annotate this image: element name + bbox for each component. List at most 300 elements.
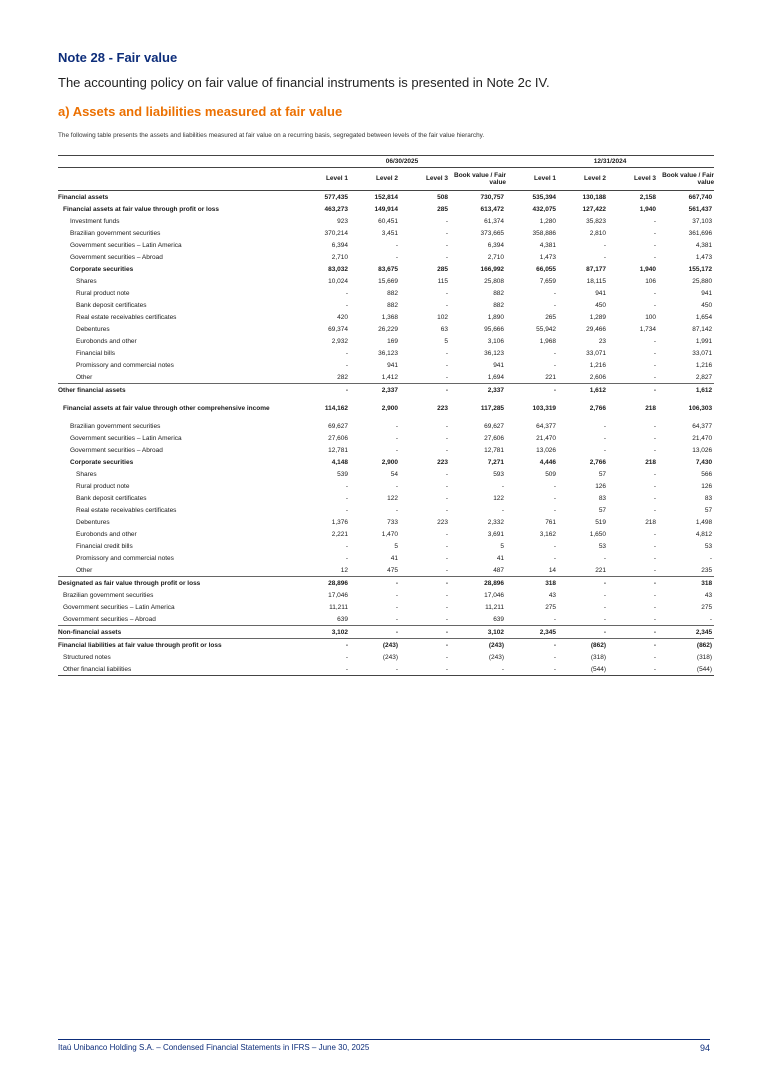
cell-value: - — [653, 241, 657, 249]
cell-value: 13,026 — [692, 446, 713, 454]
cell-value: 66,055 — [536, 265, 557, 273]
table-row — [58, 191, 714, 204]
cell-value: 2,766 — [589, 458, 607, 466]
row-label: Brazilian government securities — [63, 591, 154, 599]
cell-value: 1,473 — [539, 253, 557, 261]
column-header: Level 2 — [348, 168, 398, 191]
cell-value: 561,437 — [688, 205, 713, 213]
cell-value: - — [445, 422, 448, 430]
cell-value: - — [606, 663, 656, 676]
cell-value: 126 — [595, 482, 607, 490]
cell-value: - — [653, 422, 657, 430]
cell-value: - — [445, 566, 448, 574]
cell-value: 155,172 — [688, 265, 713, 273]
table-row — [58, 203, 714, 215]
cell-value: - — [556, 577, 606, 590]
cell-value: - — [445, 542, 448, 550]
cell-value: 130,188 — [556, 191, 606, 204]
row-label: Government securities – Latin America — [63, 603, 175, 611]
cell-value: - — [395, 603, 398, 611]
cell-value: 12 — [340, 566, 348, 574]
cell-value: 882 — [387, 301, 398, 309]
cell-value: - — [395, 482, 398, 490]
cell-value: 539 — [337, 470, 348, 478]
cell-value: 126 — [701, 482, 713, 490]
cell-value: 87,142 — [692, 325, 713, 333]
table-row — [58, 359, 714, 371]
cell-value: 14 — [548, 566, 557, 574]
cell-value: 122 — [387, 494, 398, 502]
cell-value: 4,381 — [539, 241, 557, 249]
cell-value: 83 — [704, 494, 713, 502]
cell-value: - — [653, 470, 657, 478]
cell-value: 106 — [645, 277, 657, 285]
cell-value: 10,024 — [328, 277, 348, 285]
cell-value: - — [553, 289, 557, 297]
cell-value: - — [709, 615, 713, 623]
row-label: Shares — [76, 277, 97, 285]
cell-value: - — [345, 494, 348, 502]
cell-value: 13,026 — [536, 446, 557, 454]
cell-value: 2,900 — [381, 404, 398, 412]
cell-value: - — [445, 506, 448, 514]
cell-value: 639 — [337, 615, 348, 623]
cell-value: 420 — [337, 313, 348, 321]
cell-value: 450 — [595, 301, 607, 309]
cell-value: - — [603, 241, 607, 249]
cell-value: 1,473 — [695, 253, 713, 261]
cell-value: 3,102 — [448, 626, 506, 639]
period-header: 06/30/2025 — [298, 156, 506, 168]
column-header: Level 1 — [298, 168, 348, 191]
cell-value: - — [345, 349, 348, 357]
table-row — [58, 335, 714, 347]
row-label: Financial assets — [58, 191, 298, 204]
cell-value: 2,337 — [348, 384, 398, 397]
cell-value: - — [653, 229, 657, 237]
table-row — [58, 456, 714, 468]
cell-value: 2,337 — [448, 384, 506, 397]
cell-value: 95,666 — [484, 325, 505, 333]
cell-value: 57 — [598, 506, 607, 514]
table-row — [58, 564, 714, 577]
table-row — [58, 347, 714, 359]
cell-value: 17,046 — [484, 591, 505, 599]
cell-value: 15,669 — [378, 277, 398, 285]
cell-value: 2,221 — [331, 530, 348, 538]
cell-value: 1,991 — [695, 337, 713, 345]
table-row — [58, 251, 714, 263]
cell-value: 5 — [394, 542, 398, 550]
cell-value: - — [506, 384, 556, 397]
cell-value: 3,162 — [539, 530, 557, 538]
cell-value: - — [445, 373, 448, 381]
table-row — [58, 299, 714, 311]
cell-value: 69,627 — [484, 422, 505, 430]
cell-value: - — [553, 506, 557, 514]
row-label: Promissory and commercial notes — [76, 361, 174, 369]
page-title: Note 28 - Fair value — [58, 50, 178, 65]
cell-value: 1,940 — [639, 265, 657, 273]
cell-value: 882 — [493, 289, 505, 297]
cell-value: 57 — [598, 470, 607, 478]
row-label: Shares — [76, 470, 97, 478]
row-label: Eurobonds and other — [76, 530, 137, 538]
table-row — [58, 601, 714, 613]
cell-value: - — [553, 301, 557, 309]
cell-value: - — [395, 446, 398, 454]
cell-value: - — [653, 361, 657, 369]
cell-value: - — [603, 434, 607, 442]
cell-value: - — [553, 349, 557, 357]
cell-value: - — [606, 626, 656, 639]
cell-value: - — [653, 494, 657, 502]
table-body — [58, 191, 714, 676]
cell-value: - — [653, 603, 657, 611]
cell-value: - — [653, 506, 657, 514]
column-header: Level 1 — [506, 168, 556, 191]
cell-value: - — [553, 554, 557, 562]
cell-value: - — [653, 301, 657, 309]
table-row — [58, 311, 714, 323]
cell-value: 69,374 — [328, 325, 348, 333]
cell-value: - — [445, 530, 448, 538]
cell-value: 27,606 — [484, 434, 505, 442]
cell-value: 41 — [496, 554, 505, 562]
row-label: Debentures — [76, 518, 110, 526]
cell-value: - — [506, 663, 556, 676]
cell-value: - — [395, 422, 398, 430]
table-row — [58, 516, 714, 528]
cell-value: - — [348, 626, 398, 639]
table-row — [58, 396, 714, 420]
cell-value: - — [445, 229, 448, 237]
cell-value: 223 — [437, 404, 448, 412]
cell-value: 487 — [493, 566, 505, 574]
row-label: Brazilian government securities — [70, 422, 161, 430]
cell-value: 535,394 — [506, 191, 556, 204]
column-header: Level 2 — [556, 168, 606, 191]
cell-value: - — [506, 639, 556, 652]
cell-value: 28,896 — [448, 577, 506, 590]
table-row — [58, 432, 714, 444]
cell-value: 117,285 — [480, 404, 505, 412]
table-row — [58, 287, 714, 299]
cell-value: - — [501, 506, 505, 514]
row-label: Real estate receivables certificates — [76, 506, 177, 514]
cell-value: - — [603, 554, 607, 562]
cell-value: 373,665 — [480, 229, 505, 237]
cell-value: (544) — [556, 663, 606, 676]
row-label: Financial bills — [76, 349, 116, 357]
cell-value: 2,710 — [331, 253, 348, 261]
cell-value: 83,675 — [378, 265, 398, 273]
cell-value: - — [398, 663, 448, 676]
row-label: Government securities – Latin America — [70, 434, 182, 442]
cell-value: - — [603, 591, 607, 599]
cell-value: 28,896 — [298, 577, 348, 590]
row-label: Financial assets at fair value through other comprehensive income — [63, 404, 270, 412]
cell-value: 36,123 — [484, 349, 505, 357]
table-row — [58, 626, 714, 639]
cell-value: 35,823 — [586, 217, 607, 225]
row-label: Other — [76, 373, 93, 381]
cell-value: - — [653, 373, 657, 381]
row-label: Bank deposit certificates — [76, 301, 147, 309]
cell-value: 1,470 — [381, 530, 398, 538]
cell-value: 223 — [437, 458, 448, 466]
cell-value: - — [445, 446, 448, 454]
cell-value: - — [398, 639, 448, 652]
cell-value: 2,158 — [606, 191, 656, 204]
cell-value: (243) — [488, 653, 505, 661]
cell-value: 4,812 — [695, 530, 713, 538]
table-row — [58, 552, 714, 564]
cell-value: - — [445, 349, 448, 357]
cell-value: 54 — [390, 470, 398, 478]
cell-value: 64,377 — [692, 422, 713, 430]
cell-value: - — [445, 301, 448, 309]
cell-value: 1,289 — [589, 313, 607, 321]
cell-value: 61,374 — [484, 217, 505, 225]
cell-value: 1,654 — [695, 313, 713, 321]
column-header-row — [58, 168, 714, 191]
cell-value: 26,229 — [378, 325, 398, 333]
cell-value: 432,075 — [532, 205, 557, 213]
cell-value: 53 — [598, 542, 607, 550]
cell-value: - — [445, 361, 448, 369]
row-label: Brazilian government securities — [70, 229, 161, 237]
cell-value: 577,435 — [298, 191, 348, 204]
cell-value: 63 — [440, 325, 448, 333]
cell-value: 64,377 — [536, 422, 557, 430]
cell-value: 7,271 — [487, 458, 505, 466]
cell-value: - — [345, 506, 348, 514]
cell-value: 152,814 — [348, 191, 398, 204]
cell-value: - — [653, 566, 657, 574]
cell-value: 100 — [645, 313, 657, 321]
table-row — [58, 651, 714, 663]
cell-value: 3,691 — [487, 530, 505, 538]
cell-value: 41 — [390, 554, 398, 562]
cell-value: 265 — [545, 313, 557, 321]
table-row — [58, 468, 714, 480]
cell-value: 1,694 — [487, 373, 505, 381]
cell-value: 5 — [444, 337, 448, 345]
cell-value: 4,446 — [539, 458, 557, 466]
cell-value: - — [445, 615, 448, 623]
table-row — [58, 504, 714, 516]
cell-value: - — [395, 434, 398, 442]
cell-value: 463,273 — [324, 205, 348, 213]
cell-value: 2,332 — [487, 518, 505, 526]
cell-value: 221 — [545, 373, 557, 381]
cell-value: 223 — [437, 518, 448, 526]
cell-value: 21,470 — [536, 434, 557, 442]
cell-value: - — [653, 217, 657, 225]
cell-value: 285 — [437, 265, 448, 273]
table-intro: The following table presents the assets and liabilities measured at fair value on a recurring basis, segregated between levels of the fair value hierarchy. — [58, 132, 485, 139]
cell-value: (544) — [656, 663, 714, 676]
cell-value: 761 — [545, 518, 557, 526]
cell-value: 6,394 — [487, 241, 505, 249]
cell-value: - — [445, 482, 448, 490]
row-label: Rural product note — [76, 289, 130, 297]
cell-value: - — [653, 289, 657, 297]
cell-value: 25,880 — [692, 277, 713, 285]
row-label: Promissory and commercial notes — [76, 554, 174, 562]
cell-value: 275 — [545, 603, 557, 611]
cell-value: - — [348, 663, 398, 676]
cell-value: (318) — [696, 653, 713, 661]
cell-value: 221 — [595, 566, 607, 574]
cell-value: - — [395, 615, 398, 623]
cell-value: - — [345, 361, 348, 369]
cell-value: 103,319 — [532, 404, 557, 412]
table-row — [58, 275, 714, 287]
cell-value: - — [603, 615, 607, 623]
cell-value: - — [653, 530, 657, 538]
cell-value: 29,466 — [586, 325, 607, 333]
cell-value: 941 — [595, 289, 607, 297]
cell-value: (862) — [656, 639, 714, 652]
cell-value: - — [709, 554, 713, 562]
cell-value: 169 — [387, 337, 398, 345]
cell-value: - — [553, 482, 557, 490]
cell-value: 1,890 — [487, 313, 505, 321]
cell-value: - — [395, 241, 398, 249]
cell-value: 17,046 — [328, 591, 348, 599]
row-label: Financial credit bills — [76, 542, 133, 550]
cell-value: 1,940 — [639, 205, 657, 213]
cell-value: - — [445, 653, 448, 661]
cell-value: 3,102 — [298, 626, 348, 639]
row-label: Debentures — [76, 325, 110, 333]
cell-value: - — [501, 482, 505, 490]
cell-value: 370,214 — [324, 229, 348, 237]
column-header: Book value / Fair value — [656, 168, 714, 191]
cell-value: - — [603, 422, 607, 430]
cell-value: 115 — [437, 277, 448, 285]
cell-value: 7,430 — [695, 458, 713, 466]
cell-value: 1,280 — [539, 217, 557, 225]
cell-value: 2,810 — [589, 229, 607, 237]
table-row — [58, 589, 714, 601]
cell-value: - — [398, 626, 448, 639]
cell-value: 218 — [645, 518, 657, 526]
cell-value: - — [345, 542, 348, 550]
cell-value: 1,734 — [639, 325, 657, 333]
cell-value: 36,123 — [378, 349, 398, 357]
cell-value: 18,115 — [586, 277, 607, 285]
cell-value: - — [653, 591, 657, 599]
table-row — [58, 480, 714, 492]
cell-value: - — [606, 577, 656, 590]
table-row — [58, 639, 714, 652]
cell-value: - — [445, 603, 448, 611]
cell-value: 1,498 — [695, 518, 713, 526]
cell-value: 2,710 — [487, 253, 505, 261]
cell-value: (243) — [348, 639, 398, 652]
cell-value: 11,211 — [329, 603, 348, 611]
cell-value: - — [653, 615, 657, 623]
cell-value: - — [603, 253, 607, 261]
cell-value: 33,071 — [692, 349, 713, 357]
cell-value: 87,177 — [586, 265, 607, 273]
cell-value: - — [606, 639, 656, 652]
cell-value: 923 — [337, 217, 348, 225]
table-row — [58, 663, 714, 676]
cell-value: - — [553, 494, 557, 502]
cell-value: - — [553, 542, 557, 550]
cell-value: - — [445, 217, 448, 225]
footer-rule — [58, 1039, 710, 1040]
cell-value: 475 — [387, 566, 398, 574]
cell-value: 508 — [398, 191, 448, 204]
cell-value: 60,451 — [378, 217, 398, 225]
row-label: Rural product note — [76, 482, 130, 490]
cell-value: - — [653, 349, 657, 357]
cell-value: - — [653, 253, 657, 261]
cell-value: 11,211 — [485, 603, 505, 611]
cell-value: 519 — [595, 518, 607, 526]
fair-value-table — [58, 155, 714, 676]
row-label: Corporate securities — [70, 458, 134, 466]
row-label: Government securities – Abroad — [70, 253, 163, 261]
cell-value: - — [445, 494, 448, 502]
table-row — [58, 444, 714, 456]
cell-value: 57 — [704, 506, 713, 514]
cell-value: - — [345, 301, 348, 309]
cell-value: 3,451 — [381, 229, 398, 237]
column-header: Level 3 — [398, 168, 448, 191]
cell-value: 318 — [656, 577, 714, 590]
cell-value: 1,612 — [656, 384, 714, 397]
footer-text: Itaú Unibanco Holding S.A. – Condensed Financial Statements in IFRS – June 30, 2025 — [58, 1043, 370, 1052]
cell-value: 25,808 — [484, 277, 505, 285]
cell-value: 667,740 — [656, 191, 714, 204]
cell-value: 566 — [701, 470, 713, 478]
cell-value: - — [556, 626, 606, 639]
cell-value: 83 — [598, 494, 607, 502]
cell-value: - — [298, 663, 348, 676]
cell-value: 361,696 — [688, 229, 713, 237]
cell-value: - — [345, 653, 348, 661]
cell-value: 509 — [545, 470, 557, 478]
cell-value: 358,886 — [532, 229, 557, 237]
cell-value: - — [398, 384, 448, 397]
cell-value: 218 — [645, 458, 657, 466]
cell-value: - — [345, 554, 348, 562]
cell-value: 7,659 — [539, 277, 557, 285]
cell-value: - — [445, 470, 448, 478]
cell-value: (243) — [448, 639, 506, 652]
cell-value: - — [448, 663, 506, 676]
cell-value: 43 — [704, 591, 713, 599]
cell-value: - — [653, 482, 657, 490]
cell-value: 4,381 — [695, 241, 713, 249]
row-label: Corporate securities — [70, 265, 134, 273]
section-heading: a) Assets and liabilities measured at fair value — [58, 104, 343, 119]
cell-value: 21,470 — [692, 434, 713, 442]
cell-value: 114,162 — [324, 404, 348, 412]
row-label: Financial liabilities at fair value through profit or loss — [58, 639, 298, 652]
cell-value: 2,345 — [656, 626, 714, 639]
table-row — [58, 371, 714, 384]
cell-value: 55,942 — [536, 325, 557, 333]
cell-value: 12,781 — [484, 446, 505, 454]
cell-value: 43 — [548, 591, 557, 599]
